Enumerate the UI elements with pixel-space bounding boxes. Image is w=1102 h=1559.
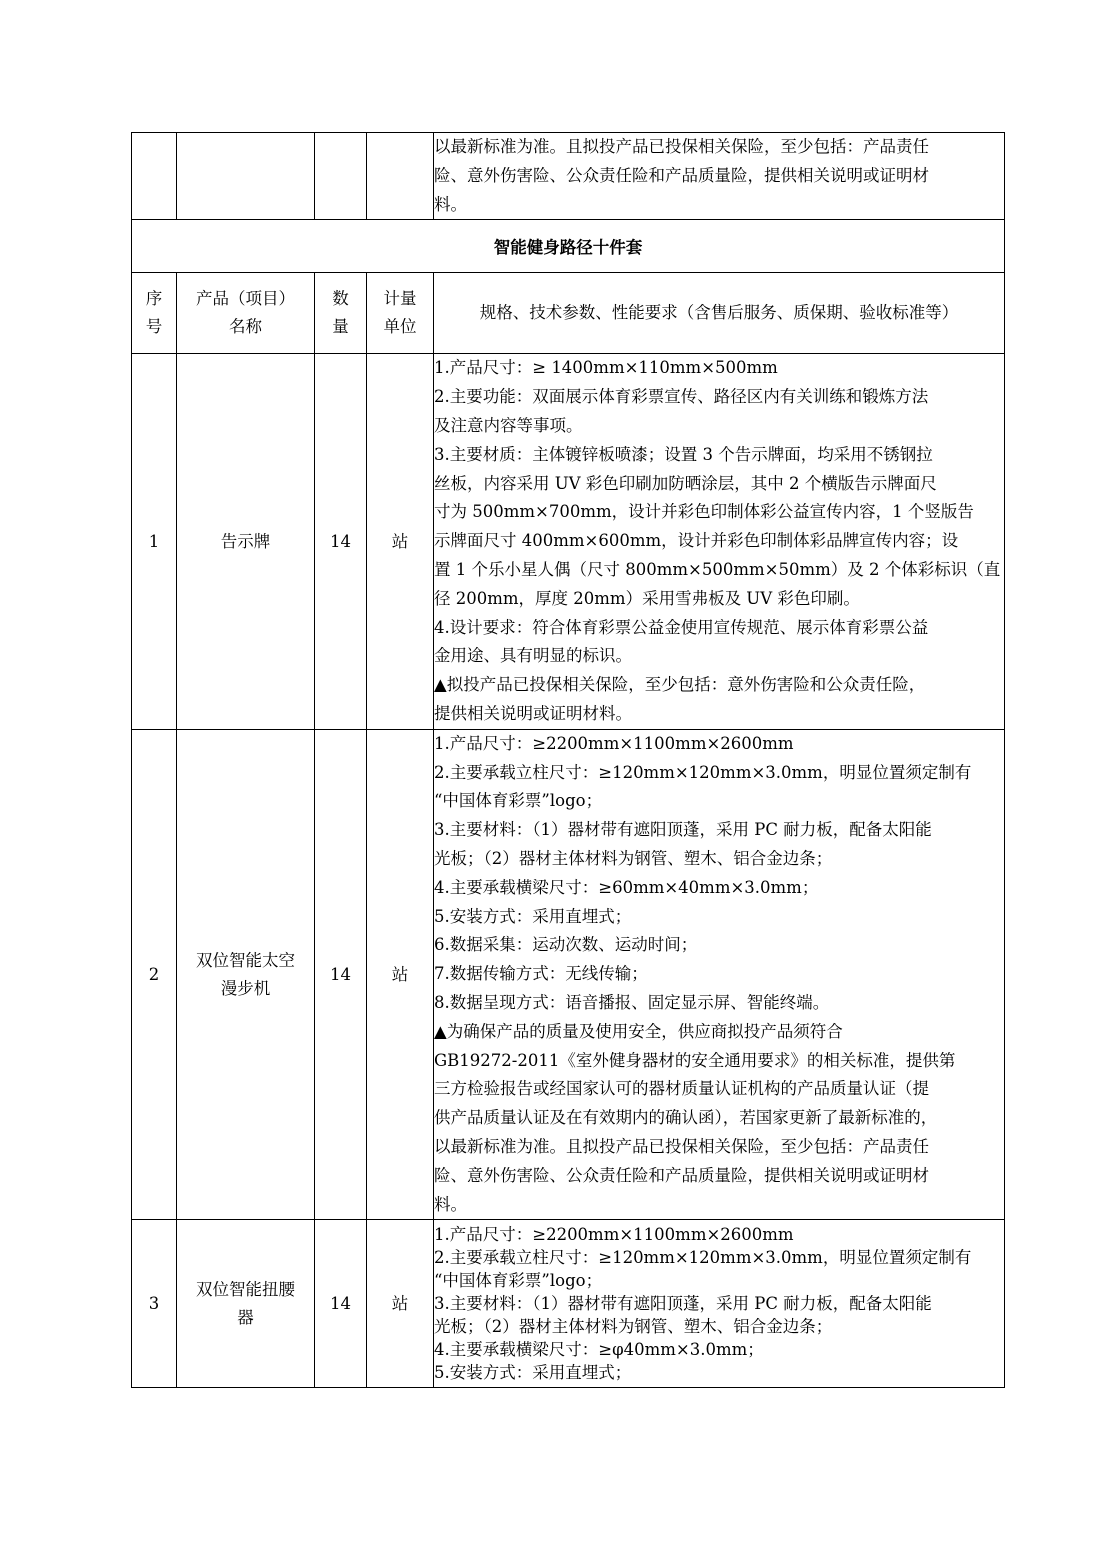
row-name-line: 器 [237, 1307, 254, 1327]
spec-line: 供产品质量认证及在有效期内的确认函），若国家更新了最新标准的， [434, 1108, 938, 1128]
spec-line: 2.主要承载立柱尺寸：≥120mm×120mm×3.0mm，明显位置须定制有 [434, 1248, 972, 1268]
spec-line: 示牌面尺寸 400mm×600mm，设计并彩色印制体彩品牌宣传内容；设 [434, 531, 959, 551]
row-qty: 14 [315, 1220, 367, 1388]
continuation-spec-cell [434, 133, 1005, 220]
row-name-line: 双位智能太空 [196, 950, 295, 970]
section-title: 智能健身路径十件套 [132, 220, 1005, 273]
header-spec: 规格、技术参数、性能要求（含售后服务、质保期、验收标准等） [434, 273, 1005, 354]
row-qty: 14 [315, 729, 367, 1220]
spec-line: GB19272-2011《室外健身器材的安全通用要求》的相关标准，提供第 [434, 1050, 956, 1070]
header-unit [367, 273, 434, 354]
continuation-qty-cell [315, 133, 367, 220]
table-row [132, 1220, 1005, 1388]
spec-line: 3.主要材质：主体镀锌板喷漆；设置 3 个告示牌面，均采用不锈钢拉 [434, 444, 933, 464]
row-seq: 3 [132, 1220, 177, 1388]
spec-line: 料。 [434, 194, 467, 214]
header-qty [315, 273, 367, 354]
spec-line: 以最新标准为准。且拟投产品已投保相关保险，至少包括：产品责任 [434, 1136, 929, 1156]
spec-line: 4.主要承载横梁尺寸：≥60mm×40mm×3.0mm； [434, 877, 819, 897]
spec-line: 6.数据采集：运动次数、运动时间； [434, 935, 698, 955]
row-spec [434, 1220, 1005, 1388]
header-qty-line: 量 [332, 317, 349, 337]
spec-line: 4.主要承载横梁尺寸：≥φ40mm×3.0mm； [434, 1340, 764, 1360]
spec-line: 险、意外伤害险、公众责任险和产品质量险，提供相关说明或证明材 [434, 1165, 929, 1185]
spec-line: 丝板，内容采用 UV 彩色印刷加防晒涂层，其中 2 个横版告示牌面尺 [434, 473, 937, 493]
header-seq-line: 号 [145, 317, 163, 337]
spec-line: “中国体育彩票”logo； [434, 1271, 603, 1291]
spec-line: 1.产品尺寸：≥ 1400mm×110mm×500mm [434, 358, 778, 378]
spec-line: 5.安装方式：采用直埋式； [434, 1363, 632, 1383]
table-row [132, 729, 1005, 1220]
spec-line: 三方检验报告或经国家认可的器材质量认证机构的产品质量认证（提 [434, 1079, 929, 1099]
spec-line: 寸为 500mm×700mm，设计并彩色印制体彩公益宣传内容，1 个竖版告 [434, 502, 974, 522]
header-seq-line: 序 [145, 289, 163, 309]
header-unit-line: 单位 [383, 317, 417, 337]
table-row [132, 354, 1005, 729]
row-name [177, 729, 315, 1220]
spec-line: 提供相关说明或证明材料。 [434, 703, 632, 723]
row-unit: 站 [367, 729, 434, 1220]
header-name-line: 名称 [229, 317, 262, 337]
spec-line: 光板；（2）器材主体材料为钢管、塑木、铝合金边条； [434, 848, 833, 868]
header-name-line: 产品（项目） [196, 289, 295, 309]
spec-line: 2.主要功能：双面展示体育彩票宣传、路径区内有关训练和锻炼方法 [434, 387, 929, 407]
row-qty: 14 [315, 354, 367, 729]
spec-line: 4.设计要求：符合体育彩票公益金使用宣传规范、展示体育彩票公益 [434, 617, 929, 637]
spec-line: 7.数据传输方式：无线传输； [434, 964, 648, 984]
continuation-unit-cell [367, 133, 434, 220]
header-seq [132, 273, 177, 354]
spec-table [131, 132, 1005, 1388]
spec-line: 金用途、具有明显的标识。 [434, 646, 632, 666]
spec-line: 料。 [434, 1194, 467, 1214]
row-unit: 站 [367, 1220, 434, 1388]
spec-line: 1.产品尺寸：≥2200mm×1100mm×2600mm [434, 733, 794, 753]
spec-line: 置 1 个乐小星人偶（尺寸 800mm×500mm×50mm）及 2 个体彩标识（直 [434, 559, 1001, 579]
spec-line: 光板；（2）器材主体材料为钢管、塑木、铝合金边条； [434, 1317, 833, 1337]
row-seq: 1 [132, 354, 177, 729]
spec-line: 径 200mm，厚度 20mm）采用雪弗板及 UV 彩色印刷。 [434, 588, 860, 608]
header-qty-line: 数 [332, 289, 349, 309]
row-name-line: 漫步机 [220, 978, 271, 998]
spec-line: 3.主要材料：（1）器材带有遮阳顶蓬，采用 PC 耐力板，配备太阳能 [434, 1294, 932, 1314]
spec-line: 3.主要材料：（1）器材带有遮阳顶蓬，采用 PC 耐力板，配备太阳能 [434, 820, 932, 840]
row-name [177, 354, 315, 729]
row-name [177, 1220, 315, 1388]
continuation-row [132, 133, 1005, 220]
spec-line: 5.安装方式：采用直埋式； [434, 906, 632, 926]
spec-line: 2.主要承载立柱尺寸：≥120mm×120mm×3.0mm，明显位置须定制有 [434, 762, 972, 782]
continuation-seq-cell [132, 133, 177, 220]
row-spec [434, 729, 1005, 1220]
spec-table-body [132, 133, 1005, 1388]
spec-line: ▲拟投产品已投保相关保险，至少包括：意外伤害险和公众责任险， [434, 675, 926, 695]
continuation-name-cell [177, 133, 315, 220]
header-row [132, 273, 1005, 354]
spec-line: 及注意内容等事项。 [434, 415, 583, 435]
spec-line: 1.产品尺寸：≥2200mm×1100mm×2600mm [434, 1225, 794, 1245]
spec-line: 8.数据呈现方式：语音播报、固定显示屏、智能终端。 [434, 992, 830, 1012]
spec-line: “中国体育彩票”logo； [434, 791, 603, 811]
header-name [177, 273, 315, 354]
section-title-row [132, 220, 1005, 273]
row-spec [434, 354, 1005, 729]
row-seq: 2 [132, 729, 177, 1220]
spec-line: 险、意外伤害险、公众责任险和产品质量险，提供相关说明或证明材 [434, 165, 929, 185]
row-unit: 站 [367, 354, 434, 729]
spec-line: ▲为确保产品的质量及使用安全，供应商拟投产品须符合 [434, 1021, 843, 1041]
header-unit-line: 计量 [383, 289, 417, 309]
row-name-line: 告示牌 [220, 531, 271, 551]
spec-line: 以最新标准为准。且拟投产品已投保相关保险，至少包括：产品责任 [434, 137, 929, 156]
row-name-line: 双位智能扭腰 [196, 1279, 295, 1299]
